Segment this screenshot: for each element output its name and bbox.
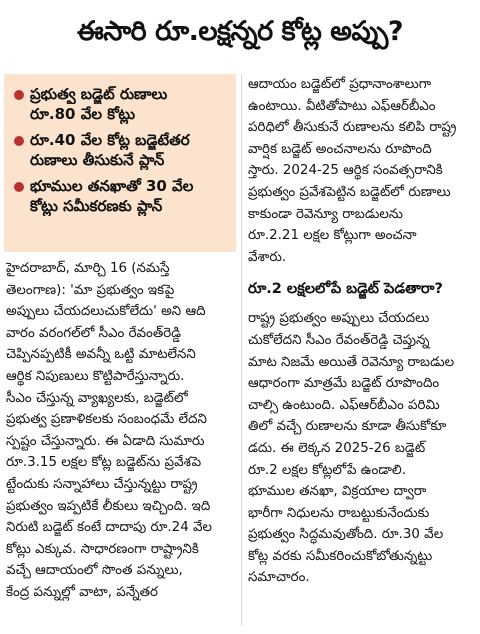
body-line: చుకోలేదని సీఎం రేవంత్‌రెడ్డి చెప్తున్న [248, 332, 430, 348]
body-line: కేంద్ర పన్నుల్లో వాటా, పన్నేతర [6, 584, 158, 600]
body-line: భారీగా నిధులను రాబట్టుకునేందుకు [248, 505, 430, 521]
highlights-box [4, 74, 236, 252]
highlight-line: రూ.80 వేల కోట్లు [30, 105, 136, 123]
body-line: పరిధిలో తీసుకునే రుణాలను కలిపి రాష్ట్ర [248, 120, 457, 136]
body-line: రాష్ట్ర ప్రభుత్వం అప్పులు చేయదలు [248, 311, 430, 327]
body-line: ఆదాయం బడ్జెట్‌లో ప్రధానాంశాలుగా [248, 77, 432, 92]
highlight-item [12, 176, 230, 216]
body-line: కోట్లు ఎక్కువ. సాధారణంగా రాష్ట్రానికి [6, 541, 199, 557]
headline: ఈసారి రూ.లక్షన్నర కోట్ల అప్పు? [76, 16, 403, 47]
body-line: స్పష్టం చేస్తున్నారు. ఈ ఏడాది సుమారు [6, 433, 205, 449]
highlight-line: భూముల తనఖాతో 30 వేల [30, 177, 194, 195]
bullet-icon [14, 90, 24, 100]
left-column [6, 258, 236, 604]
body-line: ఆధారంగా మాత్రమే బడ్జెట్ రూపొందిం [248, 376, 440, 392]
right-column [248, 74, 474, 589]
body-line: వార్షిక బడ్జెట్ అంచనాలను రూపొంది [248, 141, 432, 157]
body-line: రూ.2 లక్షల కోట్లలోపే ఉండాలి. [248, 462, 406, 478]
body-line: హైదరాబాద్, మార్చి 16 (నమస్తే [6, 261, 170, 276]
body-line: తెలంగాణ): 'మా ప్రభుత్వం ఇకపై [6, 282, 175, 298]
body-line: వచ్చే ఆదాయంలో సొంత పన్నులు, [6, 563, 183, 579]
body-line: ఆర్థిక నిపుణులు కొట్టిపారేస్తున్నారు. [6, 368, 185, 384]
body-line: ఉంటాయి. వీటితోపాటు ఎఫ్ఆర్‌బీఎం [248, 98, 436, 114]
body-line: మాట నిజమే అయితే రెవెన్యూ రాబడుల [248, 354, 455, 370]
body-line: నిరుటి బడ్జెట్ కంటే దాదాపు రూ.24 వేల [6, 520, 212, 536]
body-line: రూ.3.15 లక్షల కోట్ల బడ్జెట్‌ను ప్రవేశపె [6, 455, 202, 471]
body-line: ప్రభుత్వం సిద్ధమవుతోంది. రూ.30 వేల [248, 527, 444, 543]
highlight-item [12, 84, 230, 124]
body-line: అప్పులు చేయదలుచుకోలేదు' అని ఆది [6, 304, 206, 320]
highlight-line: కోట్లు సమీకరణకు ప్లాన్ [30, 197, 163, 215]
body-line: సీఎం చేస్తున్న వ్యాఖ్యలకు, బడ్జెట్‌లో [6, 390, 188, 406]
body-line: ప్రభుత్వం ఇప్పటికే లీకులు ఇచ్చింది. ఇది [6, 498, 211, 514]
subheading: రూ.2 లక్షలలోపే బడ్జెట్ పెడతారా? [248, 281, 443, 298]
body-line: వేశారు. [248, 249, 287, 265]
body-line: చాల్సి ఉంటుంది. ఎఫ్ఆర్‌బీఎం పరిమి [248, 397, 440, 413]
body-line: వారం వరంగల్‌లో సీఎం రేవంత్‌రెడ్డి [6, 325, 182, 341]
bullet-icon [14, 182, 24, 192]
column-divider [241, 74, 242, 626]
body-line: ప్రభుత్వం ప్రవేశపెట్టిన బడ్జెట్‌లో రుణాలు [248, 184, 451, 200]
body-line: రూ.2.21 లక్షల కోట్లుగా అంచనా [248, 228, 417, 244]
highlight-line: రుణాలు తీసుకునే ప్లాన్ [30, 151, 165, 169]
highlight-line: ప్రభుత్వ బడ్జెట్ రుణాలు [30, 85, 168, 103]
body-line: డదు. ఈ లెక్కన 2025-26 బడ్జెట్ [248, 440, 426, 456]
body-line: స్తారు. 2024-25 ఆర్థిక సంవత్సరానికి [248, 163, 443, 179]
body-line: ప్రభుత్వ ప్రణాళికలకు సంబంధమే లేదని [6, 412, 207, 428]
body-line: చెప్పినప్పటికీ అవన్నీ ఒట్టి మాటలేనని [6, 347, 196, 363]
body-line: భూముల తనఖా, విక్రయాల ద్వారా [248, 484, 427, 500]
body-line: తిలో వచ్చే రుణాలను కూడా తీసుకోకూ [248, 419, 447, 435]
body-line: ట్టేందుకు సన్నాహాలు చేస్తున్నట్టు రాష్ట్ర [6, 476, 198, 492]
body-line: సమాచారం. [248, 570, 310, 586]
highlight-item [12, 130, 230, 170]
highlight-line: రూ.40 వేల కోట్ల బడ్జెటేతర [30, 131, 190, 149]
bullet-icon [14, 136, 24, 146]
body-line: కాకుండా రెవెన్యూ రాబడులను [248, 206, 403, 222]
body-line: కోట్ల వరకు సమీకరించుకోబోతున్నట్టు [248, 548, 433, 564]
